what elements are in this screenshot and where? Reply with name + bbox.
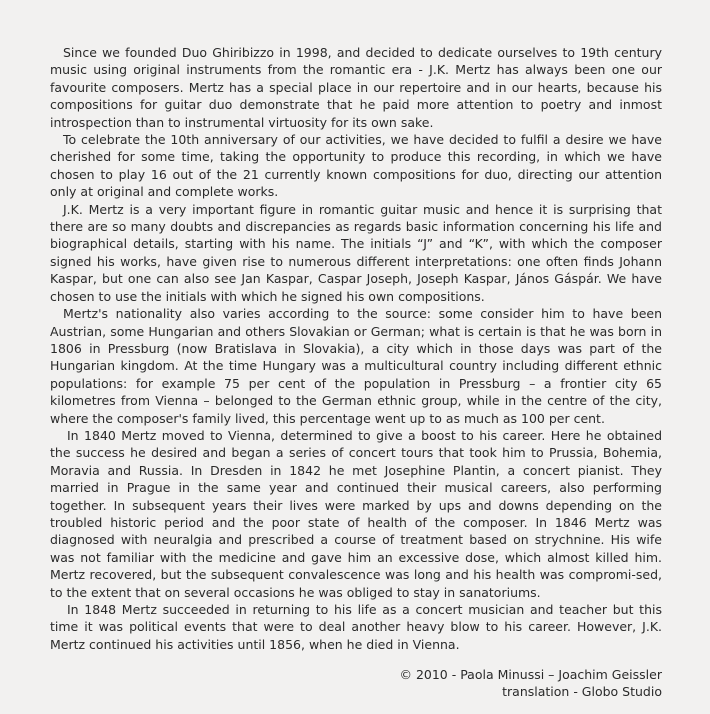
copyright-line: © 2010 - Paola Minussi – Joachim Geissler: [399, 667, 662, 682]
booklet-text: [50, 44, 662, 653]
paragraph-name: J.K. Mertz is a very important figure in romantic guitar music and hence it is surprising that there are so many doubts and discrepancies as regards basic information concerning his life and biographical details, starting with his name. The initials “J” and “K”, with which the composer signed his works, have given rise to numerous different interpretations: one often finds Johann Kaspar, but one can also see Jan Kaspar, Caspar Joseph, Joseph Kaspar, János Gáspár. We have chosen to use the initials with which he signed his own compositions.: [50, 201, 662, 304]
translation-line: translation - Globo Studio: [502, 684, 662, 700]
paragraph-intro: Since we founded Duo Ghiribizzo in 1998, and decided to dedicate ourselves to 19th century music using original instruments from the romantic era - J.K. Mertz has always been one our favourite composers. Mertz has a special place in our repertoire and in our hearts, because his compositions for guitar duo demonstrate that he paid more attention to poetry and inmost introspection than to instrumental virtuosity for its own sake.: [50, 45, 662, 130]
paragraph-vienna: In 1840 Mertz moved to Vienna, determined to give a boost to his career. Here he obtained the success he desired and began a series of concert tours that took him to Prussia, Bohemia, Moravia and Russia. In Dresden in 1842 he met Josephine Plantin, a concert pianist. They married in Prague in the same year and continued their musical careers, also performing together. In subsequent years their lives were marked by ups and downs depending on the troubled historic period and the poor state of health of the composer. In 1846 Mertz was diagnosed with neuralgia and prescribed a course of treatment based on strychnine. His wife was not familiar with the medicine and gave him an excessive dose, which almost killed him. Mertz recovered, but the subsequent convalescence was long and his health was compromi-sed, to the extent that on several occasions he was obliged to stay in sanatoriums.: [50, 427, 662, 600]
paragraph-anniversary: To celebrate the 10th anniversary of our activities, we have decided to fulfil a desire we have cherished for some time, taking the opportunity to produce this recording, in which we have chosen to play 16 out of the 21 currently known compositions for duo, directing our attention only at original and complete works.: [50, 132, 662, 200]
paragraph-nationality: Mertz's nationality also varies according to the source: some consider him to have been Austrian, some Hungarian and others Slovakian or German; what is certain is that he was born in 1806 in Pressburg (now Bratislava in Slovakia), a city which in those days was part of the Hungarian kingdom. At the time Hungary was a multicultural country including different ethnic populations: for example 75 per cent of the population in Pressburg – a frontier city 65 kilometres from Vienna – belonged to the German ethnic group, while in the centre of the city, where the composer's family lived, this percentage went up to as much as 100 per cent.: [50, 306, 662, 426]
paragraph-later-years: In 1848 Mertz succeeded in returning to his life as a concert musician and teacher but this time it was political events that were to deal another heavy blow to his career. However, J.K. Mertz continued his activities until 1856, when he died in Vienna.: [50, 602, 662, 652]
credits: [399, 666, 662, 701]
